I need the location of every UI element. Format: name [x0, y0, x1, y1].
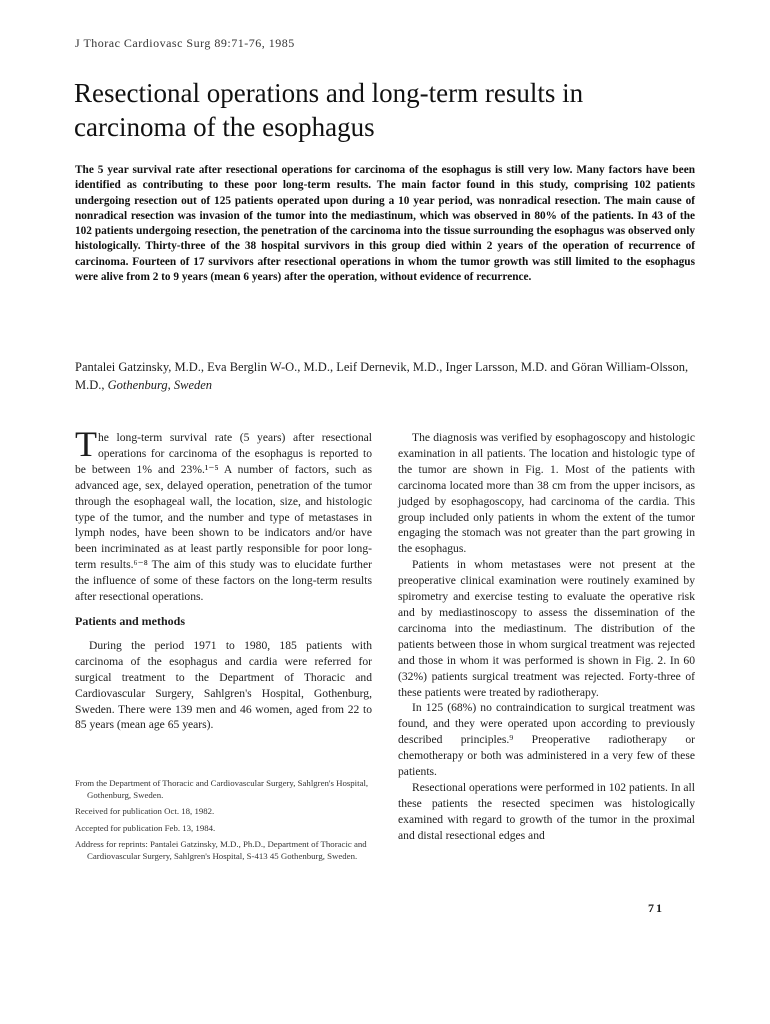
abstract: The 5 year survival rate after resectional operations for carcinoma of the esophagus is still very low. Many factors have been identified as contributing to these poor long-term results. The main factor found in this study, comprising 102 patients undergoing resection out of 125 patients operated upon during a 10 year period, was nonradical resection. The main cause of nonradical resection was invasion of the tumor into the mediastinum, which was observed in 80% of the patients. In 43 of the 102 patients undergoing resection, the penetration of the carcinoma into the tissue surrounding the esophagus was observed only histologically. Thirty-three of the 38 hospital survivors in this group died within 2 years of the operation of recurrence of carcinoma. Fourteen of 17 survivors after resectional operations in whom the tumor growth was still limited to the esophagus were alive from 2 to 9 years (mean 6 years) after the operation, without evidence of recurrence. — [75, 164, 695, 284]
author-names: Pantalei Gatzinsky, M.D., Eva Berglin W-O., M.D., Leif Dernevik, M.D., Inger Larsson, M.D. and Göran William-Olsson, M.D., — [75, 360, 689, 392]
author-list — [75, 358, 695, 394]
article-title: Resectional operations and long-term results in carcinoma of the esophagus — [74, 78, 584, 142]
drop-cap: T — [75, 424, 97, 464]
running-head: J Thorac Cardiovasc Surg 89:71-76, 1985 — [75, 36, 295, 50]
left-column — [75, 424, 372, 733]
body-paragraph: Resectional operations were performed in 102 patients. In all these patients the resected specimen was histologically examined with regard to growth of the tumor in the proximal and distal resectional edges and — [398, 780, 695, 842]
page-number: 71 — [648, 901, 664, 915]
footnotes — [75, 777, 372, 866]
footnote: From the Department of Thoracic and Cardiovascular Surgery, Sahlgren's Hospital, Gothenburg, Sweden. — [75, 778, 369, 801]
right-column — [398, 430, 695, 844]
body-paragraph: Patients in whom metastases were not present at the preoperative clinical examination were routinely examined by spirometry and exercise testing to evaluate the operative risk and by mediastinoscopy to assess the dissemination of the carcinoma into the mediastinum. The distribution of the patients between those in whom surgical treatment was rejected and those in whom it was performed is shown in Fig. 2. In 60 (32%) patients surgical treatment was rejected. Forty-three of these patients were treated by radiotherapy. — [398, 558, 695, 699]
intro-paragraph — [75, 424, 372, 605]
footnote: Address for reprints: Pantalei Gatzinsky, M.D., Ph.D., Department of Thoracic and Cardiovascular Surgery, Sahlgren's Hospital, S-413 45 Gothenburg, Sweden. — [75, 838, 367, 862]
methods-paragraph: During the period 1971 to 1980, 185 patients with carcinoma of the esophagus and cardia were referred for surgical treatment to the Department of Thoracic and Cardiovascular Surgery, Sahlgren's Hospital, Gothenburg, Sweden. There were 139 men and 46 women, aged from 22 to 85 years (mean age 65 years). — [75, 638, 372, 732]
section-heading: Patients and methods — [75, 613, 186, 628]
footnote: Accepted for publication Feb. 13, 1984. — [75, 822, 216, 833]
body-paragraph: The diagnosis was verified by esophagoscopy and histologic examination in all patients. The location and histologic type of the tumor are shown in Fig. 1. Most of the patients with carcinoma located more than 38 cm from the upper incisors, as judged by esophagoscopy, had carcinoma of the cardia. This group included only patients in whom the extent of the tumor engaging the stomach was not greater than the part growing in the esophagus. — [398, 431, 695, 556]
footnote: Received for publication Oct. 18, 1982. — [75, 806, 215, 817]
intro-text: he long-term survival rate (5 years) after resectional operations for carcinoma of the esophagus is reported to be between 1% and 23%.¹⁻⁵ A number of factors, such as advanced age, sex, delayed operation, penetration of the tumor through the esophageal wall, the location, size, and histologic type of the tumor, and the number and type of metastases in lymph nodes, have been shown to be indicators and/or have been incriminated as at least partly responsible for poor long-term results.⁶⁻⁸ The aim of this study was to elucidate further the influence of some of these factors on the long-term results after resectional operations. — [75, 431, 372, 604]
author-location: Gothenburg, Sweden — [107, 378, 213, 392]
body-paragraph: In 125 (68%) no contraindication to surgical treatment was found, and they were operated upon according to previously described principles.⁹ Preoperative radiotherapy or chemotherapy or both was administered in a very few of these patients. — [398, 701, 695, 779]
